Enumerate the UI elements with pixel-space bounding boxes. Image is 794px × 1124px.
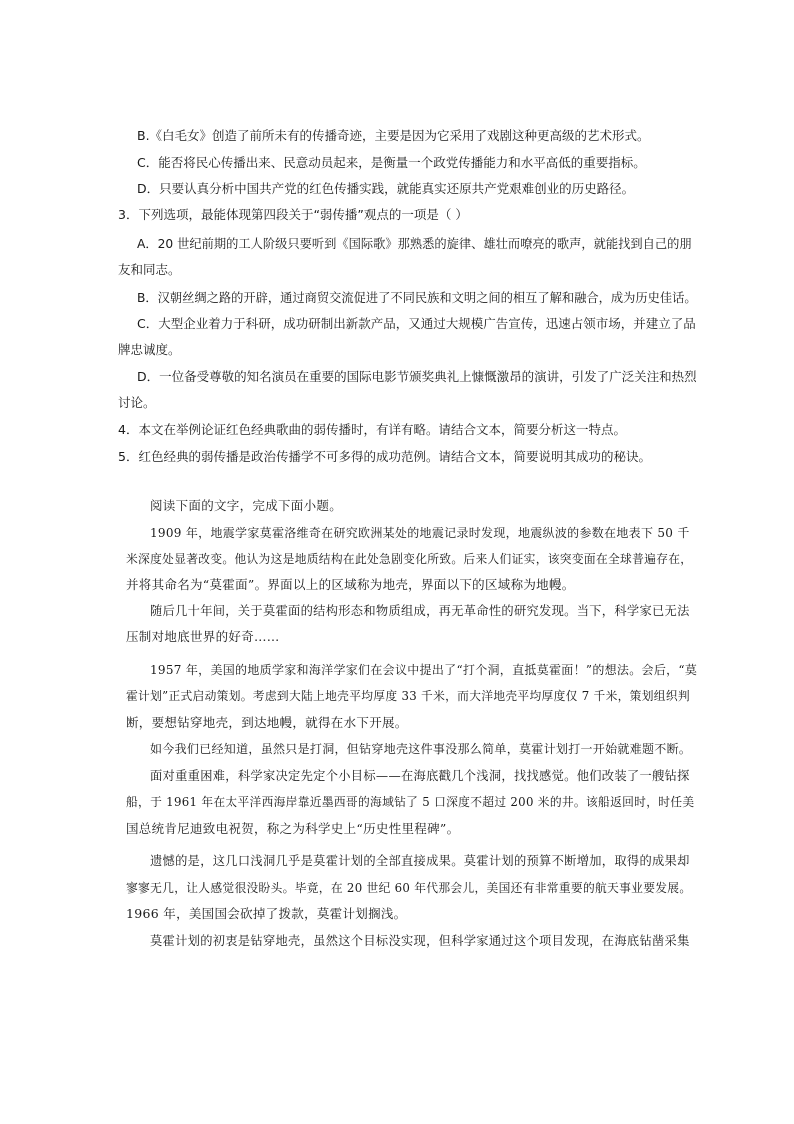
passage-paragraph-7-line-1: 莫霍计划的初衷是钻穿地壳，虽然这个目标没实现，但科学家通过这个项目发现，在海底钻凿采集 [150,934,690,948]
passage-paragraph-4-line-1: 如今我们已经知道，虽然只是打洞，但钻穿地壳这件事没那么简单，莫霍计划打一开始就难题不断。 [150,742,692,756]
passage-paragraph-1-line-3: 并将其命名为“莫霍面”。界面以上的区域称为地壳，界面以下的区域称为地幔。 [126,577,575,592]
passage-paragraph-5-line-2: 船，于 1961 年在太平洋西海岸靠近墨西哥的海域钻了 5 口深度不超过 200 米的井。该船返回时，时任美 [126,795,695,809]
q2-option-b: B.《白毛女》创造了前所未有的传播奇迹，主要是因为它采用了戏剧这种更高级的艺术形式。 [137,128,650,143]
q5-text: 5．红色经典的弱传播是政治传播学不可多得的成功范例。请结合文本，简要说明其成功的秘诀。 [118,449,651,464]
passage-paragraph-1-line-2: 米深度处显著改变。他认为这是地质结构在此处急剧变化所致。后来人们证实，该突变面在全球普遍存在， [126,552,693,566]
passage-paragraph-6-line-3: 1966 年，美国国会砍掉了拨款，莫霍计划搁浅。 [126,906,407,921]
q2-option-d: D．只要认真分析中国共产党的红色传播实践，就能真实还原共产党艰难创业的历史路径。 [137,181,635,196]
passage-paragraph-3-line-2: 霍计划”正式启动策划。考虑到大陆上地壳平均厚度 33 千米，而大洋地壳平均厚度仅 7 千米，策划组织判 [126,689,690,703]
q3-option-a-cont: 友和同志。 [118,262,181,277]
q3-option-b: B．汉朝丝绸之路的开辟，通过商贸交流促进了不同民族和文明之间的相互了解和融合，成为历史佳话。 [137,291,697,305]
passage-paragraph-6-line-2: 寥寥无几，让人感觉很没盼头。毕竟，在 20 世纪 60 年代那会儿，美国还有非常重要的航天事业要发展。 [126,881,692,895]
q3-stem: 3．下列选项，最能体现第四段关于“弱传播”观点的一项是（ ） [118,207,468,222]
q2-option-c: C．能否将民心传播出来、民意动员起来，是衡量一个政党传播能力和水平高低的重要指标。 [137,155,646,170]
q3-option-a: A．20 世纪前期的工人阶级只要听到《国际歌》那熟悉的旋律、雄壮而嘹亮的歌声，就能找到自己的朋 [137,237,692,251]
q4-text: 4．本文在举例论证红色经典歌曲的弱传播时，有详有略。请结合文本，简要分析这一特点。 [118,422,626,437]
passage-paragraph-3-line-1: 1957 年，美国的地质学家和海洋学家们在会议中提出了“打个洞，直抵莫霍面！”的想法。会后，“莫 [150,663,698,677]
passage-paragraph-5-line-3: 国总统肯尼迪致电祝贺，称之为科学史上“历史性里程碑”。 [126,821,460,836]
passage-paragraph-3-line-3: 断，要想钻穿地壳，到达地幔，就得在水下开展。 [126,715,408,730]
q3-option-d-cont: 讨论。 [118,395,156,410]
passage-paragraph-2-line-1: 随后几十年间，关于莫霍面的结构形态和物质组成，再无革命性的研究发现。当下，科学家已无法 [150,604,690,618]
q3-option-d: D．一位备受尊敬的知名演员在重要的国际电影节颁奖典礼上慷慨激昂的演讲，引发了广泛关注和热烈 [137,369,697,384]
passage-paragraph-6-line-1: 遗憾的是，这几口浅洞几乎是莫霍计划的全部直接成果。莫霍计划的预算不断增加，取得的成果却 [150,854,690,868]
q3-option-c: C．大型企业着力于科研，成功研制出新款产品，又通过大规模广告宣传，迅速占领市场，并建立了品 [137,316,696,331]
q3-option-c-cont: 牌忠诚度。 [118,342,181,357]
passage-instruction: 阅读下面的文字，完成下面小题。 [150,498,343,513]
passage-paragraph-5-line-1: 面对重重困难，科学家决定先定个小目标——在海底戳几个浅洞，找找感觉。他们改装了一艘钻探 [150,769,690,783]
passage-paragraph-1-line-1: 1909 年，地震学家莫霍洛维奇在研究欧洲某处的地震记录时发现，地震纵波的参数在地表下 50 千 [150,526,690,540]
passage-paragraph-2-line-2: 压制对地底世界的好奇…… [126,629,280,644]
